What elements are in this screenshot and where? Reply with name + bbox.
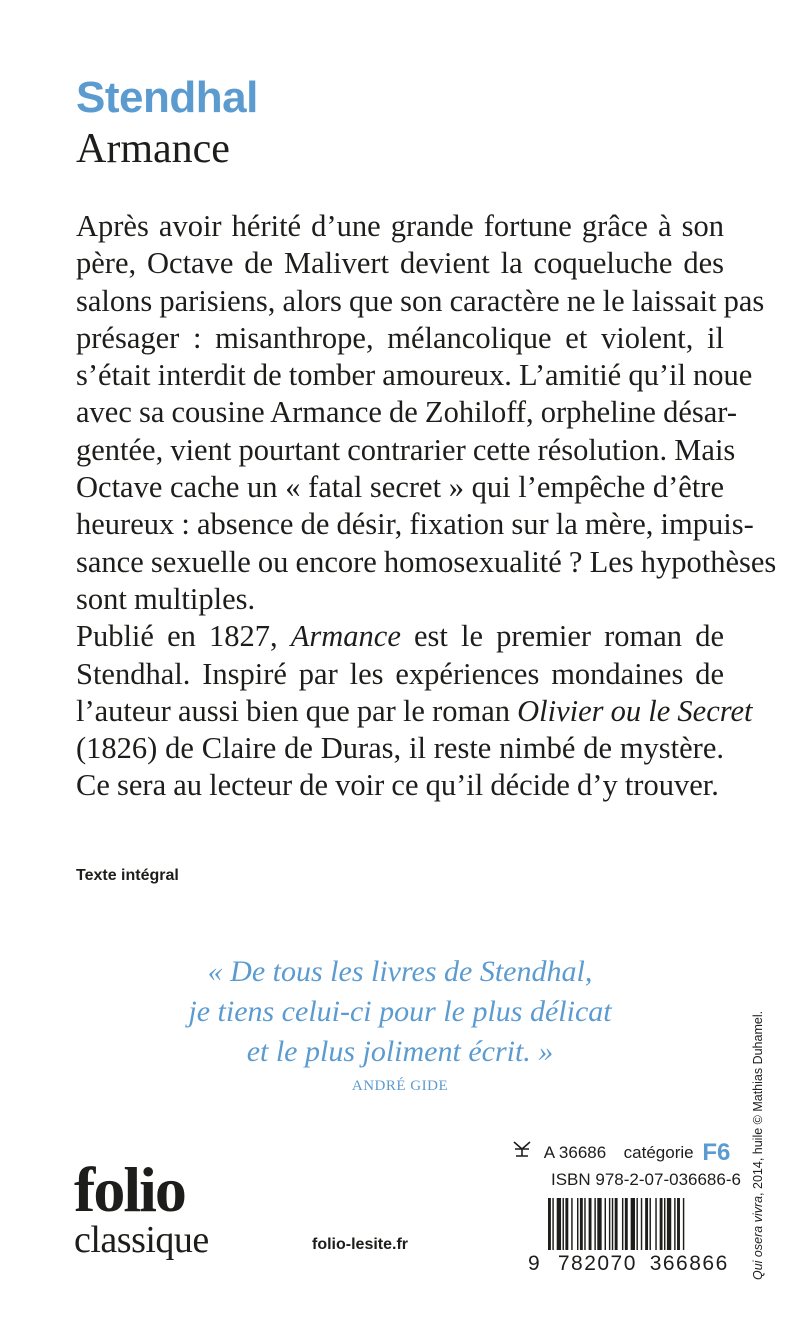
barcode-bar bbox=[641, 1198, 642, 1250]
barcode-bar bbox=[655, 1198, 656, 1250]
barcode-bar bbox=[594, 1198, 595, 1250]
publisher-logo-folio: folio bbox=[74, 1154, 185, 1225]
blurb-line: salons parisiens, alors que son caractère ne le laissait pas bbox=[76, 283, 765, 318]
blurb bbox=[76, 208, 777, 805]
blurb-line: sance sexuelle ou encore homosexualité ? Les hypothèses bbox=[76, 544, 777, 579]
blurb-line: sont multiples. bbox=[76, 581, 256, 616]
pull-quote bbox=[120, 952, 680, 1072]
blurb-line: heureux : absence de désir, fixation sur la mère, impuis- bbox=[76, 507, 754, 542]
barcode-bar bbox=[664, 1198, 665, 1250]
credit-text: , 2014, huile © Mathias Duhamel. bbox=[751, 1010, 765, 1196]
barcode-digit-group: 782070 bbox=[557, 1252, 637, 1275]
barcode-bars bbox=[548, 1198, 720, 1250]
publisher-logo-collection: classique bbox=[74, 1219, 209, 1261]
blurb-line: Ce sera au lecteur de voir ce qu’il décide d’y trouver. bbox=[76, 768, 719, 803]
author-name: Stendhal bbox=[76, 73, 258, 122]
blurb-text: est le premier roman de bbox=[400, 619, 724, 654]
barcode-bar bbox=[660, 1198, 663, 1250]
barcode-bar bbox=[571, 1198, 572, 1250]
blurb-line: Après avoir hérité d’une grande fortune grâce à son bbox=[76, 209, 724, 243]
barcode-bar bbox=[683, 1198, 684, 1250]
referenced-novel-title: Olivier ou le Secret bbox=[517, 693, 753, 728]
blurb-paragraph-1 bbox=[76, 208, 777, 618]
barcode-bar bbox=[552, 1198, 553, 1250]
barcode-bar bbox=[631, 1198, 635, 1250]
barcode-bar bbox=[636, 1198, 637, 1250]
barcode-bar bbox=[645, 1198, 648, 1250]
book-title-inline: Armance bbox=[290, 619, 401, 654]
blurb-line: (1826) de Claire de Duras, il reste nimbé de mystère. bbox=[76, 731, 724, 766]
quote-line: je tiens celui-ci pour le plus délicat bbox=[188, 995, 612, 1028]
blurb-line bbox=[76, 693, 753, 730]
barcode-digit-prefix: 9 bbox=[528, 1252, 540, 1275]
artwork-title: Qui osera vivra bbox=[751, 1195, 765, 1280]
cover-art-credit bbox=[751, 1011, 765, 1280]
blurb-text: Publié en 1827, bbox=[76, 619, 291, 654]
blurb-text: l’auteur aussi bien que par le roman bbox=[76, 693, 518, 728]
barcode-bar bbox=[609, 1198, 610, 1250]
blurb-line: présager : misanthrope, mélancolique et violent, il bbox=[76, 320, 724, 355]
quote-line: « De tous les livres de Stendhal, bbox=[207, 955, 593, 988]
barcode-bar bbox=[612, 1198, 613, 1250]
barcode-bar bbox=[577, 1198, 578, 1250]
blurb-line: Octave cache un « fatal secret » qui l’empêche d’être bbox=[76, 470, 724, 505]
barcode-bar bbox=[667, 1198, 671, 1250]
barcode-bar bbox=[605, 1198, 606, 1250]
blurb-line: gentée, vient pourtant contrarier cette résolution. Mais bbox=[76, 432, 736, 467]
blurb-line: s’était interdit de tomber amoureux. L’amitié qu’il noue bbox=[76, 358, 753, 393]
barcode-bar bbox=[650, 1198, 651, 1250]
barcode-bar bbox=[589, 1198, 592, 1250]
publisher-emblem-icon bbox=[512, 1140, 540, 1164]
barcode-bar bbox=[615, 1198, 618, 1250]
barcode-bar bbox=[548, 1198, 551, 1250]
book-title: Armance bbox=[76, 126, 230, 172]
blurb-line bbox=[76, 618, 724, 655]
edition-note: Texte intégral bbox=[76, 867, 179, 884]
barcode-bar bbox=[557, 1198, 561, 1250]
blurb-line: Stendhal. Inspiré par les expériences mondaines de bbox=[76, 656, 724, 691]
catalog-code: A 36686 bbox=[543, 1143, 607, 1162]
quote-line: et le plus joliment écrit. » bbox=[246, 1035, 554, 1068]
isbn: ISBN 978-2-07-036686-6 bbox=[551, 1170, 741, 1189]
barcode-bar bbox=[674, 1198, 675, 1250]
barcode-bar bbox=[677, 1198, 680, 1250]
blurb-line: père, Octave de Malivert devient la coqueluche des bbox=[76, 246, 724, 281]
barcode-digits bbox=[528, 1252, 736, 1276]
barcode-bar bbox=[565, 1198, 568, 1250]
blurb-line: avec sa cousine Armance de Zohiloff, orpheline désar- bbox=[76, 395, 737, 430]
catalog-line bbox=[512, 1140, 730, 1165]
quote-author: ANDRÉ GIDE bbox=[351, 1078, 449, 1094]
barcode-bar bbox=[563, 1198, 564, 1250]
category-label: catégorie bbox=[623, 1143, 694, 1162]
barcode-bar bbox=[597, 1198, 601, 1250]
barcode-bar bbox=[622, 1198, 623, 1250]
category-code: F6 bbox=[702, 1139, 731, 1166]
publisher-logo bbox=[74, 1154, 209, 1261]
blurb-paragraph-2 bbox=[76, 618, 753, 804]
publisher-website: folio-lesite.fr bbox=[312, 1236, 409, 1253]
barcode-bar bbox=[625, 1198, 628, 1250]
barcode-bar bbox=[584, 1198, 585, 1250]
barcode-bar bbox=[580, 1198, 583, 1250]
barcode-digit-group: 366866 bbox=[649, 1252, 729, 1275]
